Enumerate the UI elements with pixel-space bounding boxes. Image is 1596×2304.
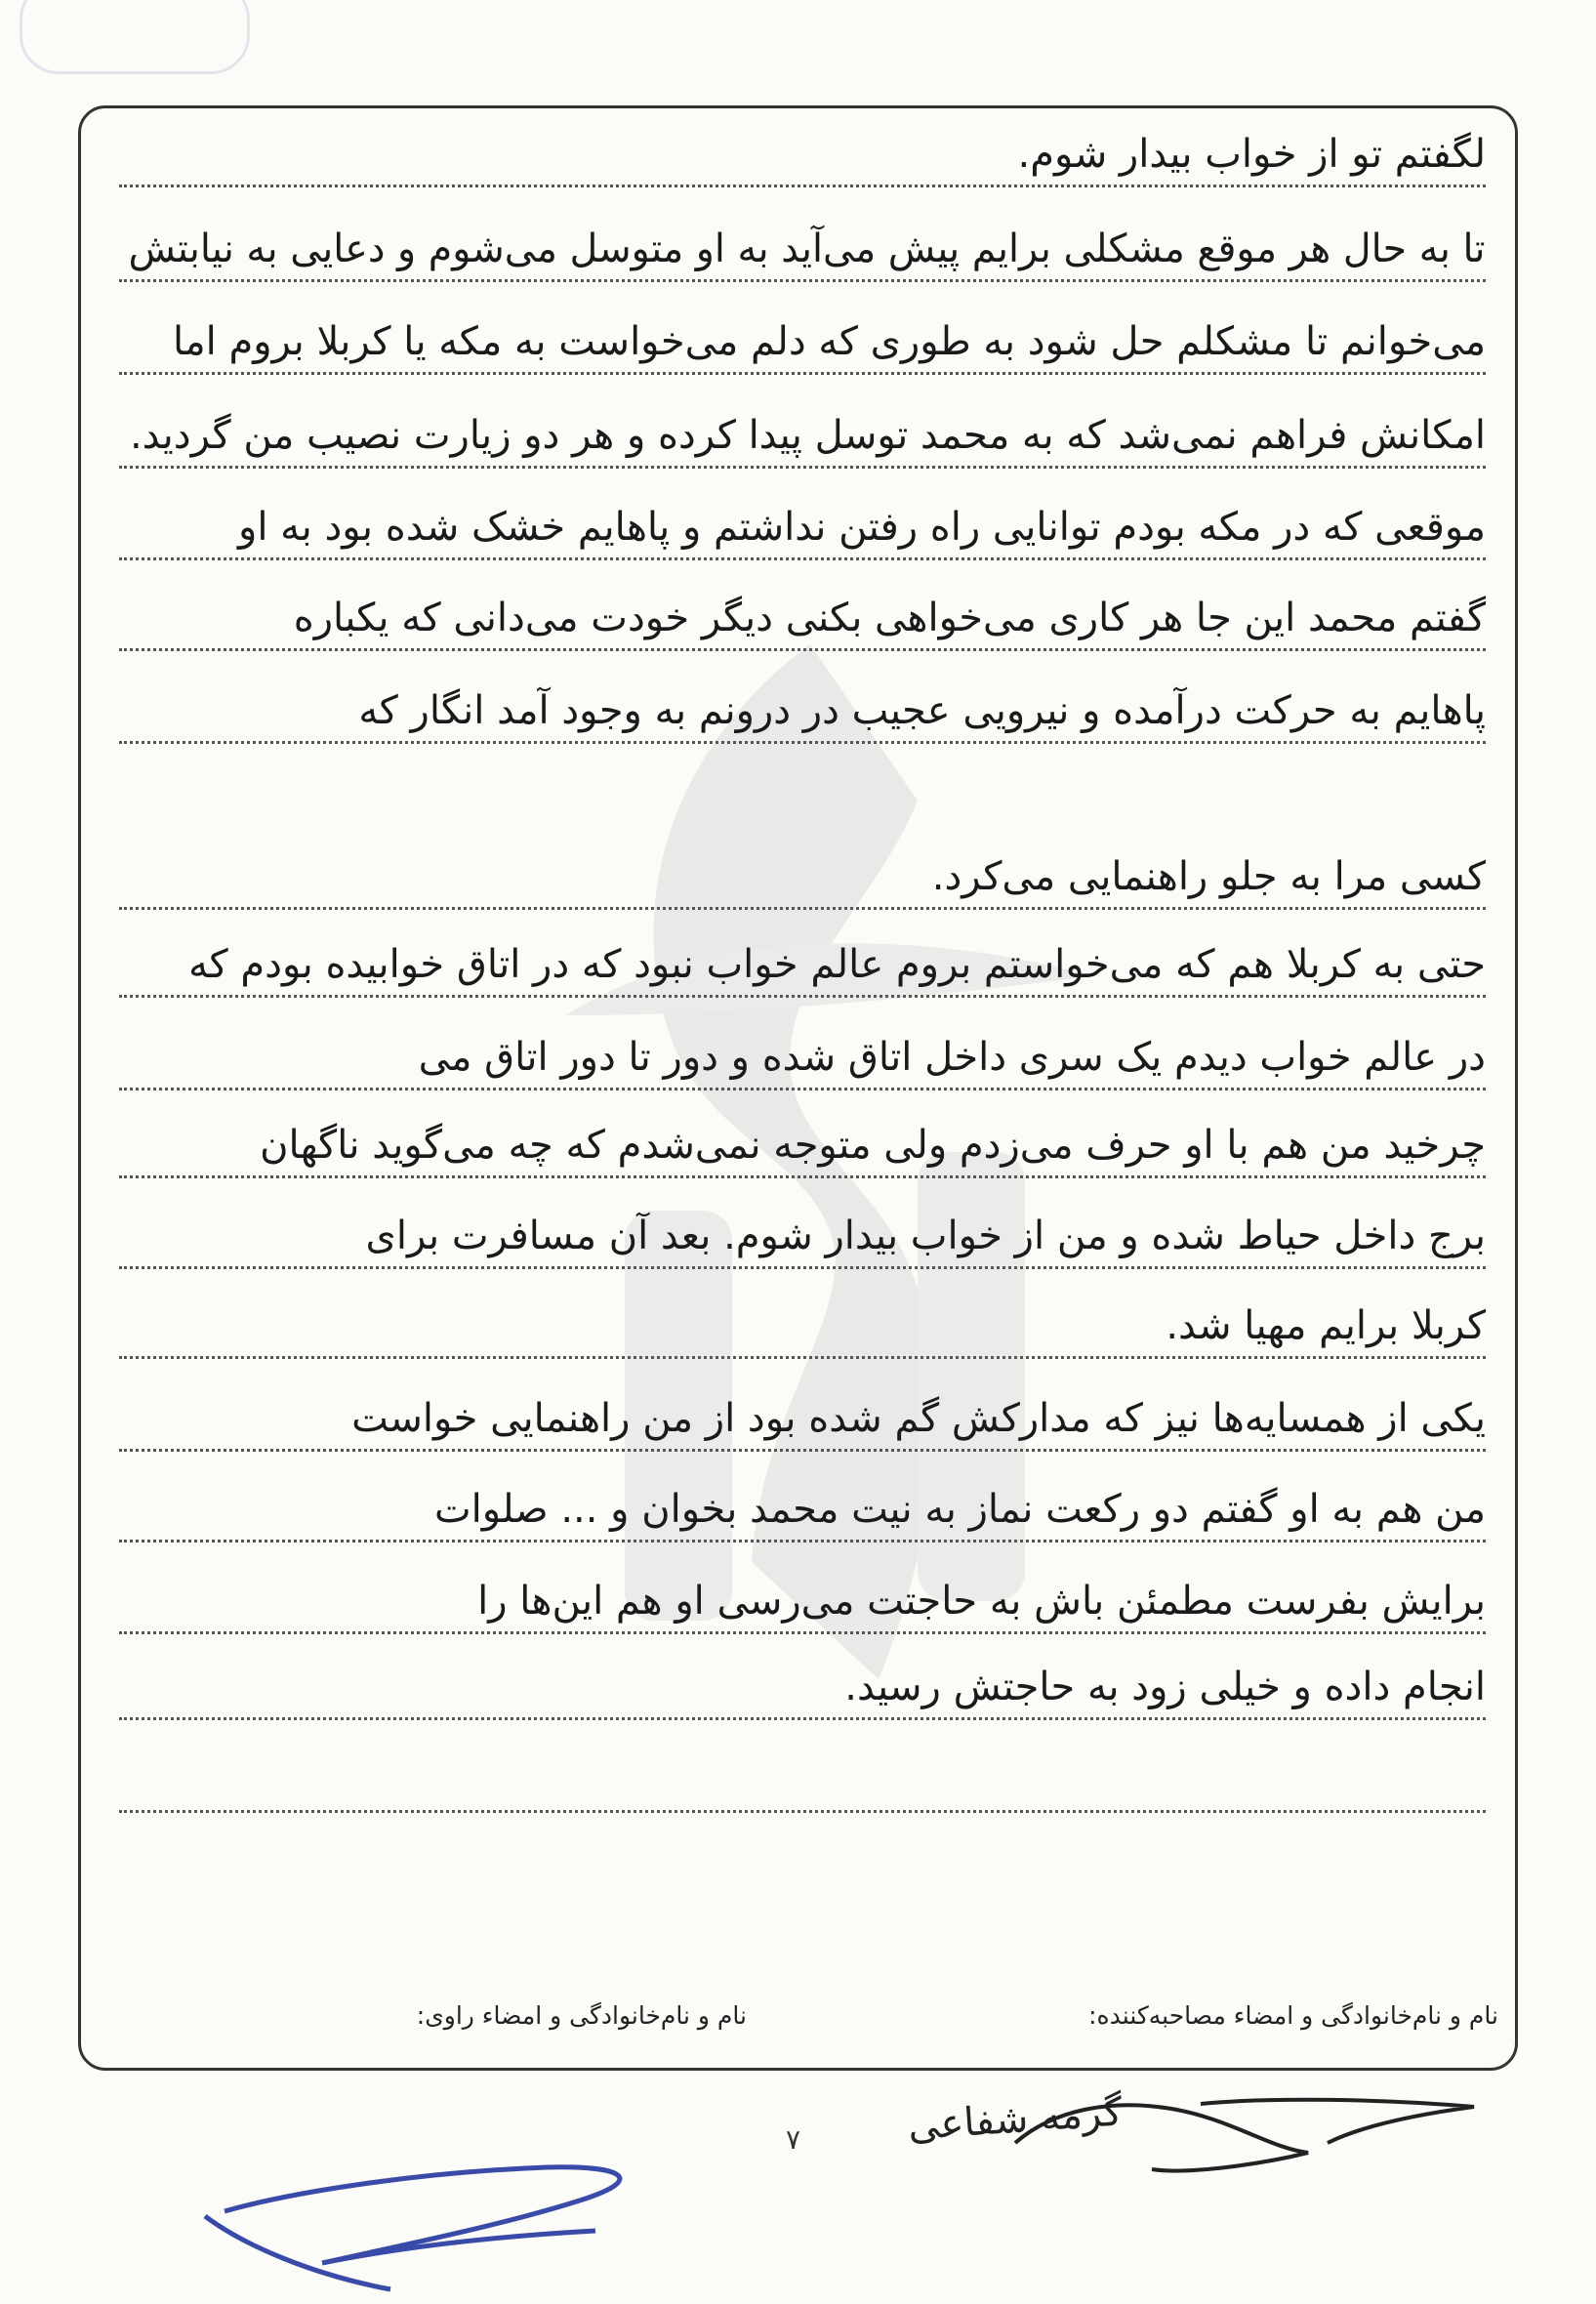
handwritten-text: پاهایم به حرکت درآمده و نیرویی عجیب در درونم به وجود آمد انگار که (358, 688, 1486, 733)
narrator-signature-blue (205, 2167, 620, 2289)
handwritten-text: امکانش فراهم نمی‌شد که به محمد توسل پیدا کرده و هر دو زیارت نصیب من گردید. (129, 413, 1486, 458)
page-number: ۷ (786, 2123, 801, 2156)
narrator-label: نام و نام‌خانوادگی و امضاء راوی: (416, 2001, 747, 2030)
handwritten-text: چرخید من هم با او حرف می‌زدم ولی متوجه نمی‌شدم که چه می‌گوید ناگهان (260, 1123, 1486, 1168)
interviewer-signature (1015, 2100, 1474, 2171)
handwritten-text: حتی به کربلا هم که می‌خواستم بروم عالم خواب نبود که در اتاق خوابیده بودم که (188, 942, 1486, 987)
handwritten-text: یکی از همسایه‌ها نیز که مدارکش گم شده بود از من راهنمایی خواست (351, 1396, 1486, 1441)
handwritten-text: برج داخل حیاط شده و من از خواب بیدار شوم. بعد آن مسافرت برای (365, 1214, 1486, 1258)
handwritten-text: کربلا برایم مهیا شد. (1166, 1303, 1486, 1348)
handwritten-text: لگفتم تو از خواب بیدار شوم. (1017, 132, 1486, 177)
handwritten-text: می‌خوانم تا مشکلم حل شود به طوری که دلم می‌خواست به مکه یا کربلا بروم اما (173, 319, 1486, 364)
handwritten-text: من هم به او گفتم دو رکعت نماز به نیت محمد بخوان و ... صلوات (433, 1487, 1486, 1532)
handwritten-text: کسی مرا به جلو راهنمایی می‌کرد. (931, 854, 1486, 899)
handwritten-text: برایش بفرست مطمئن باش به حاجتت می‌رسی او هم این‌ها را (477, 1579, 1486, 1624)
signature-name: گرمه شفاعی (906, 2089, 1125, 2150)
handwritten-text: تا به حال هر موقع مشکلی برایم پیش می‌آید به او متوسل می‌شوم و دعایی به نیابتش (128, 226, 1486, 271)
handwritten-text: در عالم خواب دیدم یک سری داخل اتاق شده و دور تا دور اتاق می (418, 1035, 1486, 1080)
handwritten-text: موقعی که در مکه بودم توانایی راه رفتن نداشتم و پاهایم خشک شده بود به او (238, 505, 1486, 550)
handwritten-text: گفتم محمد این جا هر کاری می‌خواهی بکنی دیگر خودت می‌دانی که یکباره (293, 596, 1486, 640)
interviewer-label: نام و نام‌خانوادگی و امضاء مصاحبه‌کننده: (1088, 2001, 1498, 2030)
handwritten-text: انجام داده و خیلی زود به حاجتش رسید. (844, 1665, 1486, 1709)
